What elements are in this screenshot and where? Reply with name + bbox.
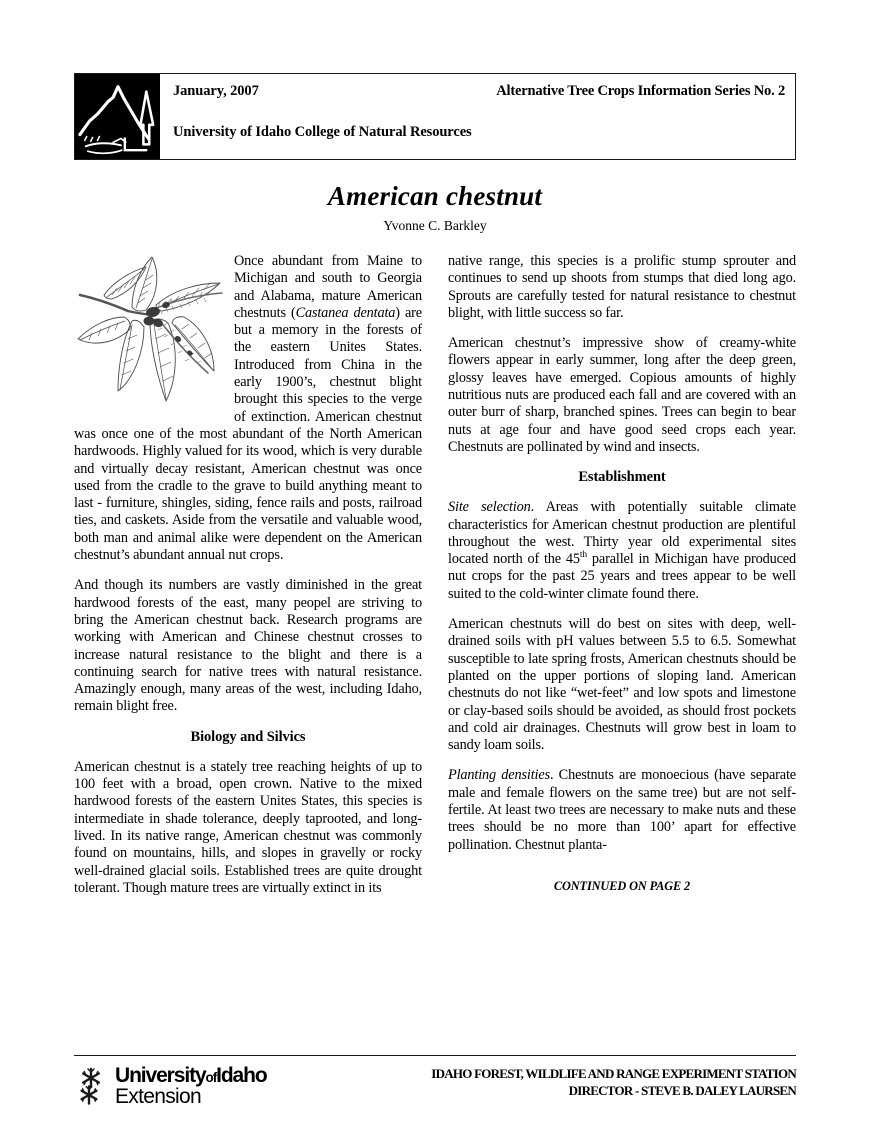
paragraph-restoration: And though its numbers are vastly diminished in the great hardwood forests of the east, many peopel are striving to bring the American chestnut back. Research programs are working with American and Chinese chestnut crosses to increase natural resistance to the blight and there is a continuing search for native trees with natural resistance. Amazingly enough, many areas of the west, including Idaho, remain blight free. <box>74 577 422 715</box>
footer <box>74 1066 796 1107</box>
extension-wordmark-line1 <box>115 1064 267 1087</box>
wordmark-university: University <box>115 1064 206 1087</box>
paragraph-intro-text-a: Once abundant from Maine to Michigan and south to Georgia and Alabama, mature American chestnuts ( <box>234 253 422 321</box>
planting-densities-label: Planting densities <box>448 767 550 784</box>
extension-wordmark <box>115 1066 267 1107</box>
footer-station-info <box>431 1066 796 1099</box>
extension-wordmark-line2: Extension <box>115 1084 201 1108</box>
footer-divider <box>74 1055 796 1056</box>
chestnut-branch-illustration <box>74 255 226 415</box>
masthead-text <box>160 74 795 159</box>
institution-name: University of Idaho College of Natural Resources <box>173 124 472 140</box>
extension-snowflake-icon <box>74 1067 110 1107</box>
paragraph-intro <box>74 253 422 564</box>
experiment-station-name: IDAHO FOREST, WILDLIFE AND RANGE EXPERIMENT STATION <box>431 1066 796 1081</box>
site-selection-text-a: . Areas with potentially suitable climate characteristics for American chestnut production are plentiful throughout the west. Thirty year old experimental sites located north of the 45 <box>448 499 797 568</box>
paragraph-flowers-nuts: American chestnut’s impressive show of creamy-white flowers appear in early summer, long after the deep green, glossy leaves have emerged. Copious amounts of highly nutritious nuts are produced each fall and are covered with an outer burr of sharp, branched spines. Trees can begin to bear nuts at age four and have good seed crops each year. Chestnuts are pollinated by wind and insects. <box>448 335 796 455</box>
species-name-italic: Castanea dentata <box>295 304 396 321</box>
series-title: Alternative Tree Crops Information Series No. 2 <box>496 83 785 99</box>
planting-densities-text: . Chestnuts are monoecious (have separate male and female flowers on the same tree) but are not self-fertile. At least two trees are necessary to make nuts and these trees should be no more than 100’ apart for effective pollination. Chestnut planta- <box>448 767 796 853</box>
masthead <box>74 73 796 160</box>
paragraph-soils: American chestnuts will do best on sites with deep, well-drained soils with pH values between 5.5 to 6.5. Somewhat susceptible to late spring frosts, American chestnuts should be planted on the upper portions of sloping land. American chestnuts do not like “wet-feet” and low spots and limestone or clay-based soils should be avoided, as should frost pockets and cold air drainages. Chestnuts will grow best in loam to sandy loam soils. <box>448 616 796 754</box>
ordinal-suffix: th <box>579 550 587 561</box>
author-byline: Yvonne C. Barkley <box>383 218 487 233</box>
continued-notice: CONTINUED ON PAGE 2 <box>553 878 691 893</box>
director-name: DIRECTOR - STEVE B. DALEY LAURSEN <box>568 1082 796 1098</box>
mountain-tree-stream-icon <box>75 74 160 159</box>
issue-date: January, 2007 <box>173 83 259 99</box>
heading-establishment: Establishment <box>578 469 666 486</box>
page-title: American chestnut <box>327 181 543 211</box>
right-column <box>448 253 796 897</box>
site-selection-text-b: parallel in Michigan have produced nut crops for the past 25 years and trees appear to be well suited to the cold-winter climate found there. <box>448 551 796 602</box>
document-page <box>74 73 796 1073</box>
left-column <box>74 253 422 897</box>
wordmark-of: of <box>205 1070 217 1085</box>
paragraph-biology: American chestnut is a stately tree reaching heights of up to 100 feet with a broad, open crown. Native to the mixed hardwood forests of the eastern Unites States, this species is intermediate in shade tolerance, deeply taprooted, and long-lived. In its native range, American chestnut was commonly found on mountains, hills, and slopes in gravelly or rocky well-drained glacial soils. Established trees are quite drought tolerant. Though mature trees are virtually extinct in its <box>74 758 422 896</box>
body-columns <box>74 253 796 897</box>
paragraph-stump-sprouter: native range, this species is a prolific stump sprouter and continues to send up shoots from stumps that died long ago. Sprouts are carefully tested for natural resistance to chestnut blight, with little success so far. <box>448 253 796 321</box>
paragraph-intro-text-b: ) are but a memory in the forests of the eastern Unites States. Introduced from China in the early 1900’s, chestnut blight brought this species to the verge of extinction. American chestnut was once one of the most abundant of the North American hardwoods. Highly valued for its wood, which is very durable and virtually decay resistant, American chestnut was once used from the cradle to the grave to build anything meant to last - furniture, shingles, siding, fence rails and posts, railroad ties, and caskets. Aside from the versatile and valuable wood, both man and animal alike were dependent on the American chestnut’s abundant annual nut crops. <box>74 304 422 564</box>
paragraph-site-selection <box>448 499 796 603</box>
site-selection-label: Site selection <box>448 499 531 516</box>
masthead-logo <box>75 74 160 159</box>
masthead-top-row <box>173 83 785 100</box>
university-of-idaho-extension-logo <box>74 1066 267 1107</box>
heading-biology-and-silvics: Biology and Silvics <box>190 728 306 745</box>
paragraph-planting-densities <box>448 767 796 853</box>
wordmark-idaho: Idaho <box>216 1064 267 1087</box>
